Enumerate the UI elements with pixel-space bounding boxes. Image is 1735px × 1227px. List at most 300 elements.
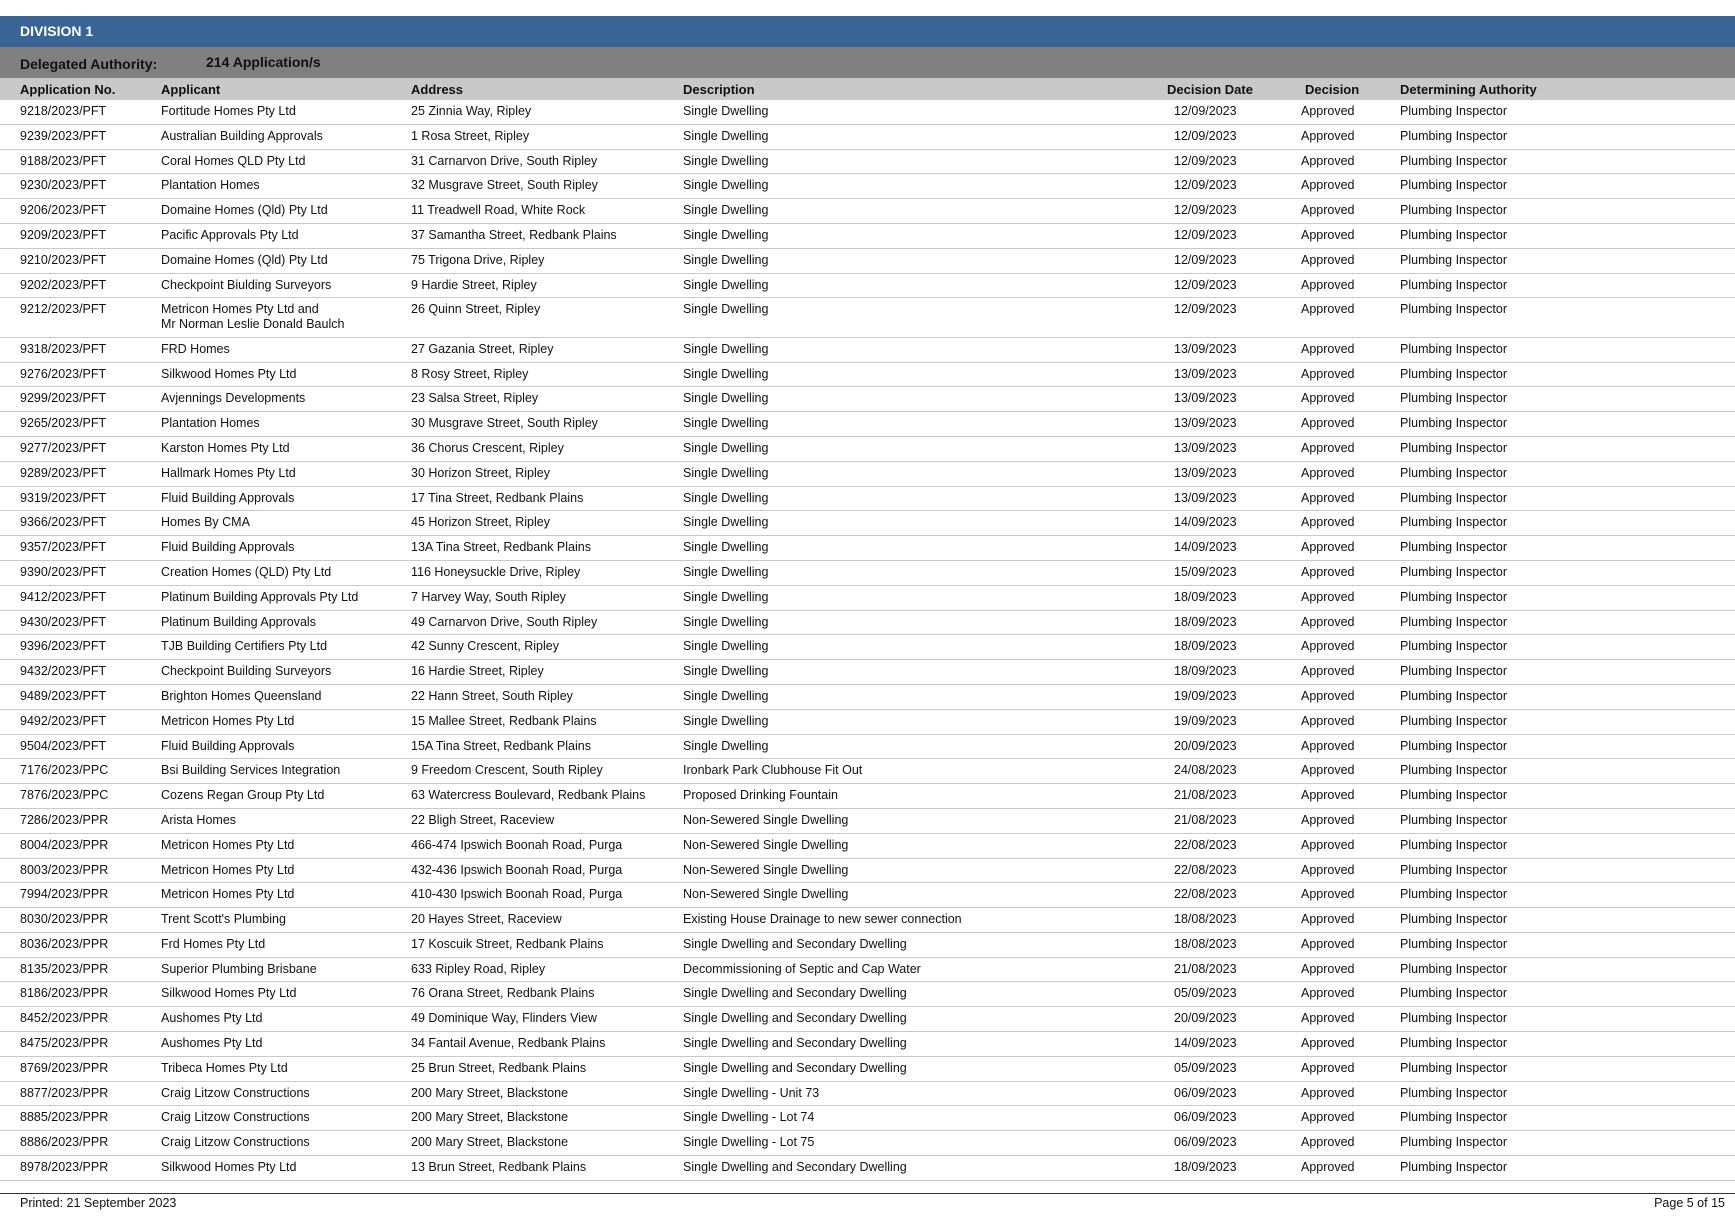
cell-determining-authority: Plumbing Inspector: [1400, 465, 1508, 480]
cell-description: Single Dwelling: [683, 128, 769, 143]
col-application-no: Application No.: [20, 82, 116, 97]
table-row: [0, 274, 1735, 299]
cell-application-no: 9390/2023/PFT: [20, 564, 107, 579]
cell-application-no: 9239/2023/PFT: [20, 128, 107, 143]
cell-application-no: 8452/2023/PPR: [20, 1011, 109, 1026]
cell-application-no: 8885/2023/PPR: [20, 1110, 109, 1125]
cell-applicant: Plantation Homes: [161, 178, 260, 193]
cell-decision: Approved: [1301, 490, 1355, 505]
cell-applicant: Silkwood Homes Pty Ltd: [161, 1160, 297, 1175]
cell-description: Non-Sewered Single Dwelling: [683, 812, 849, 827]
cell-decision-date: 12/09/2023: [1174, 227, 1237, 242]
cell-description: Existing House Drainage to new sewer connection: [683, 912, 962, 927]
cell-description: Proposed Drinking Fountain: [683, 788, 838, 803]
cell-applicant: Creation Homes (QLD) Pty Ltd: [161, 564, 332, 579]
cell-decision-date: 22/08/2023: [1174, 862, 1237, 877]
cell-determining-authority: Plumbing Inspector: [1400, 1160, 1508, 1175]
table-row: [0, 1106, 1735, 1131]
cell-description: Single Dwelling: [683, 104, 769, 118]
cell-application-no: 8135/2023/PPR: [20, 961, 109, 976]
cell-address: 63 Watercress Boulevard, Redbank Plains: [411, 788, 646, 803]
cell-determining-authority: Plumbing Inspector: [1400, 713, 1508, 728]
cell-application-no: 8003/2023/PPR: [20, 862, 109, 877]
cell-address: 15 Mallee Street, Redbank Plains: [411, 713, 597, 728]
table-row: [0, 958, 1735, 983]
cell-determining-authority: Plumbing Inspector: [1400, 104, 1508, 118]
cell-decision-date: 13/09/2023: [1174, 391, 1237, 406]
cell-address: 15A Tina Street, Redbank Plains: [411, 738, 591, 753]
cell-decision-date: 12/09/2023: [1174, 302, 1237, 317]
cell-applicant: Domaine Homes (Qld) Pty Ltd: [161, 252, 328, 267]
cell-determining-authority: Plumbing Inspector: [1400, 986, 1508, 1001]
cell-description: Single Dwelling: [683, 688, 769, 703]
cell-description: Single Dwelling: [683, 490, 769, 505]
cell-application-no: 9366/2023/PFT: [20, 515, 107, 530]
cell-applicant: Tribeca Homes Pty Ltd: [161, 1060, 288, 1075]
cell-description: Single Dwelling and Secondary Dwelling: [683, 1011, 907, 1026]
table-row: [0, 100, 1735, 125]
cell-address: 11 Treadwell Road, White Rock: [411, 203, 586, 218]
table-row: [0, 784, 1735, 809]
cell-applicant: Metricon Homes Pty Ltd: [161, 713, 295, 728]
cell-applicant: Metricon Homes Pty Ltd: [161, 837, 295, 852]
cell-description: Single Dwelling and Secondary Dwelling: [683, 1060, 907, 1075]
table-row: [0, 462, 1735, 487]
cell-description: Single Dwelling and Secondary Dwelling: [683, 936, 907, 951]
cell-decision-date: 13/09/2023: [1174, 465, 1237, 480]
cell-description: Non-Sewered Single Dwelling: [683, 862, 849, 877]
cell-determining-authority: Plumbing Inspector: [1400, 763, 1508, 778]
table-row: [0, 437, 1735, 462]
cell-description: Single Dwelling: [683, 203, 769, 218]
cell-determining-authority: Plumbing Inspector: [1400, 227, 1508, 242]
table-row: [0, 150, 1735, 175]
cell-address: 45 Horizon Street, Ripley: [411, 515, 550, 530]
cell-decision-date: 12/09/2023: [1174, 153, 1237, 168]
cell-decision-date: 14/09/2023: [1174, 1036, 1237, 1051]
cell-address: 9 Freedom Crescent, South Ripley: [411, 763, 603, 778]
cell-description: Single Dwelling - Lot 75: [683, 1135, 815, 1150]
cell-applicant: Superior Plumbing Brisbane: [161, 961, 317, 976]
cell-applicant: Craig Litzow Constructions: [161, 1135, 310, 1150]
table-row: [0, 660, 1735, 685]
cell-applicant: Checkpoint Biulding Surveyors: [161, 277, 332, 292]
cell-address: 9 Hardie Street, Ripley: [411, 277, 537, 292]
cell-decision: Approved: [1301, 763, 1355, 778]
cell-address: 13A Tina Street, Redbank Plains: [411, 540, 591, 555]
cell-decision-date: 05/09/2023: [1174, 1060, 1237, 1075]
cell-applicant: Platinum Building Approvals Pty Ltd: [161, 589, 359, 604]
cell-description: Single Dwelling: [683, 440, 769, 455]
cell-determining-authority: Plumbing Inspector: [1400, 738, 1508, 753]
cell-determining-authority: Plumbing Inspector: [1400, 203, 1508, 218]
cell-description: Non-Sewered Single Dwelling: [683, 837, 849, 852]
cell-application-no: 7286/2023/PPR: [20, 812, 109, 827]
table-row: [0, 586, 1735, 611]
cell-description: Single Dwelling: [683, 277, 769, 292]
cell-decision-date: 13/09/2023: [1174, 490, 1237, 505]
cell-address: 20 Hayes Street, Raceview: [411, 912, 562, 927]
cell-decision-date: 21/08/2023: [1174, 961, 1237, 976]
cell-determining-authority: Plumbing Inspector: [1400, 128, 1508, 143]
cell-decision: Approved: [1301, 540, 1355, 555]
cell-determining-authority: Plumbing Inspector: [1400, 564, 1508, 579]
cell-application-no: 9357/2023/PFT: [20, 540, 107, 555]
cell-applicant: FRD Homes: [161, 341, 230, 356]
col-determining-authority: Determining Authority: [1400, 82, 1537, 97]
cell-decision: Approved: [1301, 1060, 1355, 1075]
cell-description: Non-Sewered Single Dwelling: [683, 887, 849, 902]
page-number: Page 5 of 15: [1654, 1196, 1725, 1210]
cell-description: Single Dwelling: [683, 153, 769, 168]
cell-determining-authority: Plumbing Inspector: [1400, 1135, 1508, 1150]
cell-decision: Approved: [1301, 391, 1355, 406]
cell-applicant: Platinum Building Approvals: [161, 614, 316, 629]
cell-applicant: Plantation Homes: [161, 416, 260, 431]
cell-decision: Approved: [1301, 128, 1355, 143]
table-row: [0, 685, 1735, 710]
cell-description: Single Dwelling: [683, 639, 769, 654]
application-count: 214 Application/s: [206, 54, 321, 70]
cell-decision: Approved: [1301, 252, 1355, 267]
division-header: [0, 16, 1735, 47]
cell-description: Single Dwelling: [683, 252, 769, 267]
cell-application-no: 9432/2023/PFT: [20, 664, 107, 679]
cell-decision-date: 19/09/2023: [1174, 688, 1237, 703]
cell-description: Single Dwelling - Lot 74: [683, 1110, 815, 1125]
table-row: [0, 412, 1735, 437]
cell-address: 200 Mary Street, Blackstone: [411, 1085, 569, 1100]
cell-decision: Approved: [1301, 713, 1355, 728]
table-row: [0, 1082, 1735, 1107]
cell-description: Single Dwelling: [683, 713, 769, 728]
cell-address: 27 Gazania Street, Ripley: [411, 341, 554, 356]
cell-address: 49 Carnarvon Drive, South Ripley: [411, 614, 598, 629]
cell-applicant-line2: Mr Norman Leslie Donald Baulch: [161, 317, 345, 332]
cell-applicant: Craig Litzow Constructions: [161, 1085, 310, 1100]
cell-applicant: Fortitude Homes Pty Ltd: [161, 104, 296, 118]
cell-address: 410-430 Ipswich Boonah Road, Purga: [411, 887, 623, 902]
cell-applicant: Pacific Approvals Pty Ltd: [161, 227, 299, 242]
cell-description: Decommissioning of Septic and Cap Water: [683, 961, 921, 976]
cell-decision: Approved: [1301, 1085, 1355, 1100]
cell-decision: Approved: [1301, 912, 1355, 927]
cell-application-no: 9206/2023/PFT: [20, 203, 107, 218]
cell-address: 25 Brun Street, Redbank Plains: [411, 1060, 587, 1075]
cell-decision: Approved: [1301, 936, 1355, 951]
applications-table: [0, 100, 1735, 1181]
cell-address: 34 Fantail Avenue, Redbank Plains: [411, 1036, 606, 1051]
cell-applicant: Metricon Homes Pty Ltd and: [161, 302, 319, 317]
cell-determining-authority: Plumbing Inspector: [1400, 812, 1508, 827]
cell-determining-authority: Plumbing Inspector: [1400, 589, 1508, 604]
cell-applicant: Arista Homes: [161, 812, 237, 827]
table-row: [0, 298, 1735, 337]
cell-applicant: Bsi Building Services Integration: [161, 763, 341, 778]
cell-address: 7 Harvey Way, South Ripley: [411, 589, 566, 604]
cell-address: 432-436 Ipswich Boonah Road, Purga: [411, 862, 623, 877]
cell-decision-date: 19/09/2023: [1174, 713, 1237, 728]
cell-determining-authority: Plumbing Inspector: [1400, 887, 1508, 902]
cell-address: 25 Zinnia Way, Ripley: [411, 104, 532, 118]
cell-applicant: Karston Homes Pty Ltd: [161, 440, 290, 455]
cell-decision-date: 14/09/2023: [1174, 515, 1237, 530]
cell-address: 49 Dominique Way, Flinders View: [411, 1011, 597, 1026]
cell-determining-authority: Plumbing Inspector: [1400, 912, 1508, 927]
cell-applicant: Craig Litzow Constructions: [161, 1110, 310, 1125]
cell-applicant: Aushomes Pty Ltd: [161, 1011, 263, 1026]
cell-decision: Approved: [1301, 341, 1355, 356]
cell-determining-authority: Plumbing Inspector: [1400, 416, 1508, 431]
cell-description: Ironbark Park Clubhouse Fit Out: [683, 763, 863, 778]
printed-date: Printed: 21 September 2023: [20, 1196, 177, 1210]
cell-decision: Approved: [1301, 1135, 1355, 1150]
cell-determining-authority: Plumbing Inspector: [1400, 515, 1508, 530]
cell-address: 36 Chorus Crescent, Ripley: [411, 440, 564, 455]
cell-determining-authority: Plumbing Inspector: [1400, 1011, 1508, 1026]
cell-description: Single Dwelling: [683, 302, 769, 317]
cell-applicant: Fluid Building Approvals: [161, 738, 295, 753]
cell-decision: Approved: [1301, 104, 1355, 118]
cell-decision-date: 13/09/2023: [1174, 416, 1237, 431]
authority-label: Delegated Authority:: [20, 56, 158, 72]
cell-application-no: 8769/2023/PPR: [20, 1060, 109, 1075]
cell-description: Single Dwelling: [683, 614, 769, 629]
cell-application-no: 8186/2023/PPR: [20, 986, 109, 1001]
cell-application-no: 9218/2023/PFT: [20, 104, 107, 118]
cell-determining-authority: Plumbing Inspector: [1400, 153, 1508, 168]
cell-decision-date: 13/09/2023: [1174, 341, 1237, 356]
cell-decision: Approved: [1301, 837, 1355, 852]
cell-application-no: 9277/2023/PFT: [20, 440, 107, 455]
table-row: [0, 1032, 1735, 1057]
cell-address: 76 Orana Street, Redbank Plains: [411, 986, 595, 1001]
cell-decision: Approved: [1301, 416, 1355, 431]
cell-description: Single Dwelling: [683, 589, 769, 604]
cell-address: 200 Mary Street, Blackstone: [411, 1135, 569, 1150]
cell-applicant: Checkpoint Building Surveyors: [161, 664, 332, 679]
cell-application-no: 7176/2023/PPC: [20, 763, 109, 778]
cell-decision: Approved: [1301, 788, 1355, 803]
cell-application-no: 9202/2023/PFT: [20, 277, 107, 292]
table-row: [0, 338, 1735, 363]
cell-application-no: 7994/2023/PPR: [20, 887, 109, 902]
cell-application-no: 9265/2023/PFT: [20, 416, 107, 431]
authority-header: [0, 47, 1735, 78]
cell-determining-authority: Plumbing Inspector: [1400, 440, 1508, 455]
table-row: [0, 859, 1735, 884]
cell-decision: Approved: [1301, 887, 1355, 902]
table-row: [0, 224, 1735, 249]
cell-address: 31 Carnarvon Drive, South Ripley: [411, 153, 598, 168]
cell-application-no: 8004/2023/PPR: [20, 837, 109, 852]
cell-applicant: Silkwood Homes Pty Ltd: [161, 366, 297, 381]
cell-determining-authority: Plumbing Inspector: [1400, 391, 1508, 406]
cell-description: Single Dwelling and Secondary Dwelling: [683, 1160, 907, 1175]
cell-address: 13 Brun Street, Redbank Plains: [411, 1160, 587, 1175]
cell-applicant: Fluid Building Approvals: [161, 490, 295, 505]
cell-decision: Approved: [1301, 227, 1355, 242]
cell-applicant: Avjennings Developments: [161, 391, 306, 406]
table-row: [0, 883, 1735, 908]
cell-decision-date: 22/08/2023: [1174, 837, 1237, 852]
cell-decision: Approved: [1301, 688, 1355, 703]
cell-address: 30 Horizon Street, Ripley: [411, 465, 550, 480]
cell-applicant: Homes By CMA: [161, 515, 250, 530]
cell-decision-date: 21/08/2023: [1174, 788, 1237, 803]
table-row: [0, 1131, 1735, 1156]
table-row: [0, 635, 1735, 660]
cell-determining-authority: Plumbing Inspector: [1400, 788, 1508, 803]
cell-description: Single Dwelling: [683, 178, 769, 193]
cell-decision-date: 20/09/2023: [1174, 1011, 1237, 1026]
column-header-row: [0, 78, 1735, 100]
cell-application-no: 8886/2023/PPR: [20, 1135, 109, 1150]
cell-decision: Approved: [1301, 515, 1355, 530]
cell-applicant: Brighton Homes Queensland: [161, 688, 322, 703]
cell-description: Single Dwelling: [683, 515, 769, 530]
cell-decision-date: 18/09/2023: [1174, 614, 1237, 629]
cell-determining-authority: Plumbing Inspector: [1400, 1036, 1508, 1051]
cell-decision: Approved: [1301, 302, 1355, 317]
cell-application-no: 8475/2023/PPR: [20, 1036, 109, 1051]
cell-determining-authority: Plumbing Inspector: [1400, 366, 1508, 381]
cell-description: Single Dwelling - Unit 73: [683, 1085, 820, 1100]
cell-application-no: 9299/2023/PFT: [20, 391, 107, 406]
cell-decision: Approved: [1301, 986, 1355, 1001]
cell-address: 8 Rosy Street, Ripley: [411, 366, 529, 381]
cell-description: Single Dwelling: [683, 391, 769, 406]
cell-address: 116 Honeysuckle Drive, Ripley: [411, 564, 581, 579]
cell-decision: Approved: [1301, 738, 1355, 753]
table-row: [0, 1057, 1735, 1082]
cell-address: 1 Rosa Street, Ripley: [411, 128, 530, 143]
cell-description: Single Dwelling: [683, 664, 769, 679]
cell-address: 22 Bligh Street, Raceview: [411, 812, 555, 827]
cell-application-no: 7876/2023/PPC: [20, 788, 109, 803]
cell-address: 22 Hann Street, South Ripley: [411, 688, 573, 703]
table-row: [0, 809, 1735, 834]
table-row: [0, 536, 1735, 561]
cell-decision-date: 12/09/2023: [1174, 277, 1237, 292]
cell-decision-date: 18/08/2023: [1174, 912, 1237, 927]
col-decision-date: Decision Date: [1167, 82, 1253, 97]
cell-determining-authority: Plumbing Inspector: [1400, 961, 1508, 976]
cell-applicant: Fluid Building Approvals: [161, 540, 295, 555]
cell-description: Single Dwelling: [683, 341, 769, 356]
cell-decision-date: 13/09/2023: [1174, 440, 1237, 455]
cell-application-no: 9489/2023/PFT: [20, 688, 107, 703]
cell-decision-date: 06/09/2023: [1174, 1110, 1237, 1125]
cell-decision-date: 15/09/2023: [1174, 564, 1237, 579]
table-row: [0, 174, 1735, 199]
cell-application-no: 9230/2023/PFT: [20, 178, 107, 193]
cell-application-no: 9504/2023/PFT: [20, 738, 107, 753]
cell-applicant: Frd Homes Pty Ltd: [161, 936, 266, 951]
cell-decision-date: 13/09/2023: [1174, 366, 1237, 381]
cell-address: 23 Salsa Street, Ripley: [411, 391, 539, 406]
cell-address: 26 Quinn Street, Ripley: [411, 302, 541, 317]
table-row: [0, 363, 1735, 388]
cell-address: 17 Tina Street, Redbank Plains: [411, 490, 584, 505]
cell-decision: Approved: [1301, 465, 1355, 480]
cell-application-no: 9318/2023/PFT: [20, 341, 107, 356]
cell-address: 200 Mary Street, Blackstone: [411, 1110, 569, 1125]
cell-decision-date: 18/08/2023: [1174, 936, 1237, 951]
table-row: [0, 710, 1735, 735]
cell-determining-authority: Plumbing Inspector: [1400, 277, 1508, 292]
cell-application-no: 8877/2023/PPR: [20, 1085, 109, 1100]
cell-application-no: 9212/2023/PFT: [20, 302, 107, 317]
cell-address: 633 Ripley Road, Ripley: [411, 961, 546, 976]
cell-decision: Approved: [1301, 564, 1355, 579]
col-applicant: Applicant: [161, 82, 221, 97]
cell-decision: Approved: [1301, 1011, 1355, 1026]
division-title: DIVISION 1: [20, 23, 94, 39]
cell-application-no: 9210/2023/PFT: [20, 252, 107, 267]
cell-address: 75 Trigona Drive, Ripley: [411, 252, 545, 267]
table-row: [0, 908, 1735, 933]
cell-decision-date: 06/09/2023: [1174, 1085, 1237, 1100]
cell-applicant: Trent Scott's Plumbing: [161, 912, 286, 927]
cell-applicant: Silkwood Homes Pty Ltd: [161, 986, 297, 1001]
cell-decision-date: 18/09/2023: [1174, 639, 1237, 654]
cell-description: Single Dwelling and Secondary Dwelling: [683, 986, 907, 1001]
table-row: [0, 1007, 1735, 1032]
cell-description: Single Dwelling: [683, 540, 769, 555]
cell-decision: Approved: [1301, 862, 1355, 877]
cell-decision-date: 21/08/2023: [1174, 812, 1237, 827]
cell-decision: Approved: [1301, 812, 1355, 827]
cell-application-no: 9188/2023/PFT: [20, 153, 107, 168]
table-row: [0, 933, 1735, 958]
cell-description: Single Dwelling and Secondary Dwelling: [683, 1036, 907, 1051]
cell-decision-date: 12/09/2023: [1174, 104, 1237, 118]
footer-divider: [0, 1193, 1735, 1194]
cell-determining-authority: Plumbing Inspector: [1400, 639, 1508, 654]
cell-application-no: 8978/2023/PPR: [20, 1160, 109, 1175]
cell-application-no: 9276/2023/PFT: [20, 366, 107, 381]
cell-address: 37 Samantha Street, Redbank Plains: [411, 227, 617, 242]
table-row: [0, 387, 1735, 412]
cell-decision-date: 12/09/2023: [1174, 128, 1237, 143]
cell-applicant: Aushomes Pty Ltd: [161, 1036, 263, 1051]
cell-description: Single Dwelling: [683, 465, 769, 480]
cell-determining-authority: Plumbing Inspector: [1400, 837, 1508, 852]
cell-decision: Approved: [1301, 153, 1355, 168]
cell-address: 16 Hardie Street, Ripley: [411, 664, 544, 679]
cell-description: Single Dwelling: [683, 738, 769, 753]
cell-decision-date: 20/09/2023: [1174, 738, 1237, 753]
cell-decision-date: 14/09/2023: [1174, 540, 1237, 555]
cell-decision: Approved: [1301, 366, 1355, 381]
cell-determining-authority: Plumbing Inspector: [1400, 1110, 1508, 1125]
cell-decision-date: 05/09/2023: [1174, 986, 1237, 1001]
table-row: [0, 561, 1735, 586]
cell-decision-date: 12/09/2023: [1174, 252, 1237, 267]
cell-decision: Approved: [1301, 614, 1355, 629]
cell-description: Single Dwelling: [683, 227, 769, 242]
cell-application-no: 8036/2023/PPR: [20, 936, 109, 951]
col-description: Description: [683, 82, 755, 97]
cell-applicant: TJB Building Certifiers Pty Ltd: [161, 639, 328, 654]
cell-application-no: 8030/2023/PPR: [20, 912, 109, 927]
cell-application-no: 9289/2023/PFT: [20, 465, 107, 480]
cell-decision: Approved: [1301, 1110, 1355, 1125]
cell-address: 42 Sunny Crescent, Ripley: [411, 639, 559, 654]
cell-decision-date: 22/08/2023: [1174, 887, 1237, 902]
cell-decision-date: 24/08/2023: [1174, 763, 1237, 778]
